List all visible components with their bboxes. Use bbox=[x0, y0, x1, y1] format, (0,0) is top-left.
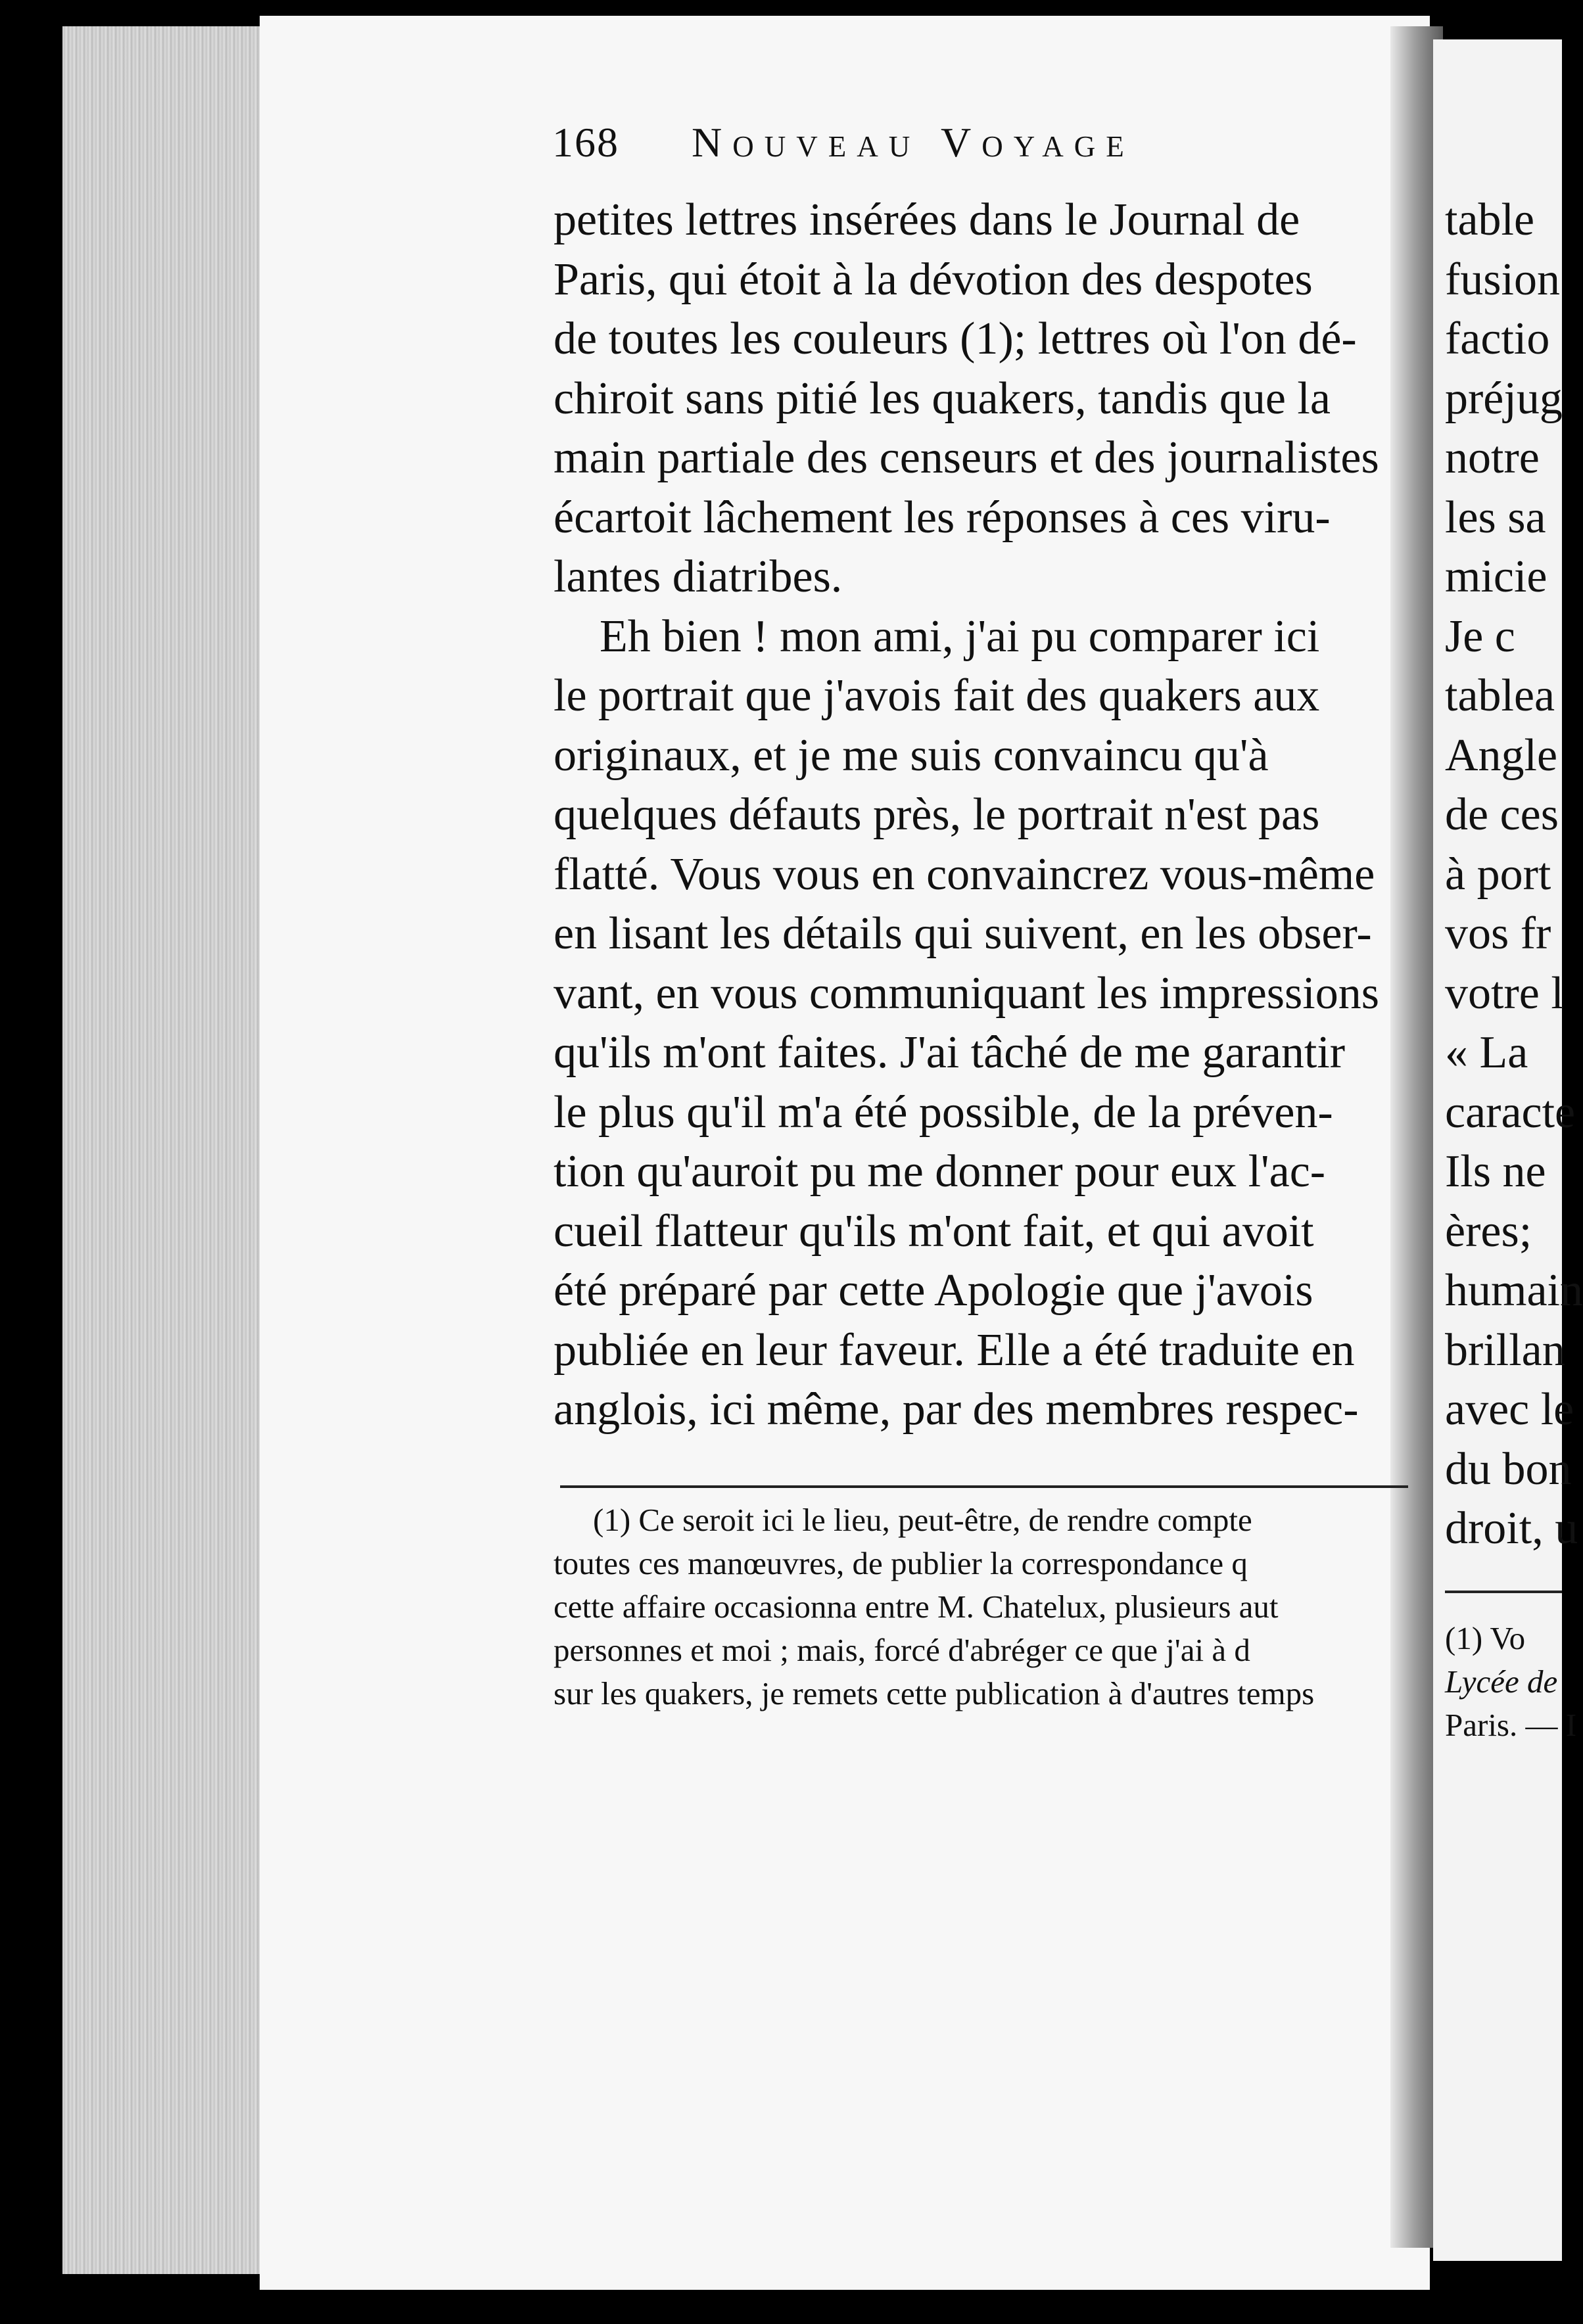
body-line: flatté. Vous vous en convaincrez vous-même bbox=[554, 848, 1375, 900]
right-page-line: droit, u bbox=[1445, 1503, 1578, 1554]
body-line: en lisant les détails qui suivent, en les obser- bbox=[554, 908, 1372, 959]
body-line: de toutes les couleurs (1); lettres où l'on dé- bbox=[554, 314, 1357, 364]
body-text bbox=[554, 191, 1428, 1440]
right-page-line: les sa bbox=[1445, 492, 1546, 543]
right-page-line: brillan bbox=[1445, 1324, 1565, 1376]
body-line: Paris, qui étoit à la dévotion des despotes bbox=[554, 254, 1313, 305]
right-footnote-rule bbox=[1445, 1591, 1562, 1593]
right-page-line: tablea bbox=[1445, 670, 1555, 721]
right-page-line: « La bbox=[1445, 1027, 1528, 1078]
right-footnote-line: Paris. — I bbox=[1445, 1707, 1577, 1743]
body-line: le plus qu'il m'a été possible, de la préven- bbox=[554, 1086, 1333, 1138]
right-page-line: vos fr bbox=[1445, 908, 1551, 959]
body-line: anglois, ici même, par des membres respec- bbox=[554, 1384, 1359, 1435]
right-page-line: table bbox=[1445, 195, 1535, 245]
right-page-line: caracte bbox=[1445, 1086, 1576, 1138]
right-page-line: de ces bbox=[1445, 789, 1559, 840]
footnote-line: (1) Ce seroit ici le lieu, peut-être, de rendre compte bbox=[593, 1502, 1252, 1538]
footnote-rule bbox=[560, 1485, 1408, 1488]
right-page-line: Ils ne bbox=[1445, 1146, 1546, 1197]
page-number: 168 bbox=[552, 119, 619, 166]
right-page-line: factio bbox=[1445, 314, 1550, 364]
body-line: main partiale des censeurs et des journalistes bbox=[554, 432, 1379, 483]
body-line: cueil flatteur qu'ils m'ont fait, et qui avoit bbox=[554, 1205, 1314, 1257]
right-page-line: micie bbox=[1445, 551, 1548, 602]
body-line: Eh bien ! mon ami, j'ai pu comparer ici bbox=[600, 611, 1320, 662]
right-page-line: préjug bbox=[1445, 373, 1563, 424]
right-page-line: du bon bbox=[1445, 1443, 1572, 1495]
footnote bbox=[554, 1499, 1408, 1715]
right-page-line: ères; bbox=[1445, 1205, 1532, 1257]
footnote-line: cette affaire occasionna entre M. Chatelux, plusieurs aut bbox=[554, 1589, 1279, 1625]
body-line: petites lettres insérées dans le Journal de bbox=[554, 195, 1300, 245]
right-footnote bbox=[1445, 1617, 1577, 1747]
right-page-line: votre l bbox=[1445, 967, 1564, 1019]
footnote-line: toutes ces manœuvres, de publier la correspondance q bbox=[554, 1545, 1248, 1581]
body-line: vant, en vous communiquant les impressions bbox=[554, 967, 1379, 1019]
right-page-line: humain bbox=[1445, 1265, 1583, 1316]
right-page-line: Angle bbox=[1445, 730, 1558, 781]
body-line: lantes diatribes. bbox=[554, 551, 843, 602]
right-footnote-line: Lycée de bbox=[1445, 1663, 1558, 1700]
body-line: écartoit lâchement les réponses à ces viru- bbox=[554, 492, 1331, 543]
running-head bbox=[552, 118, 1135, 167]
footnote-line: sur les quakers, je remets cette publication à d'autres temps bbox=[554, 1675, 1315, 1711]
body-line: le portrait que j'avois fait des quakers aux bbox=[554, 670, 1320, 721]
right-page-line: fusion bbox=[1445, 254, 1560, 305]
body-line: tion qu'auroit pu me donner pour eux l'ac- bbox=[554, 1146, 1326, 1197]
body-line: qu'ils m'ont faites. J'ai tâché de me garantir bbox=[554, 1027, 1346, 1078]
body-line: chiroit sans pitié les quakers, tandis que la bbox=[554, 373, 1331, 424]
body-line: quelques défauts près, le portrait n'est pas bbox=[554, 789, 1320, 840]
book-page-edges bbox=[62, 26, 266, 2274]
right-page-line: à port bbox=[1445, 848, 1551, 900]
body-line: publiée en leur faveur. Elle a été traduite en bbox=[554, 1324, 1355, 1376]
right-page-line: avec le bbox=[1445, 1384, 1574, 1435]
right-page-text bbox=[1445, 191, 1583, 1559]
right-page-line: Je c bbox=[1445, 611, 1515, 662]
body-line: originaux, et je me suis convaincu qu'à bbox=[554, 730, 1269, 781]
body-line: été préparé par cette Apologie que j'avois bbox=[554, 1265, 1313, 1316]
running-title: Nouveau Voyage bbox=[692, 119, 1135, 166]
right-page-line: notre bbox=[1445, 432, 1540, 483]
right-footnote-line: (1) Vo bbox=[1445, 1620, 1526, 1656]
footnote-line: personnes et moi ; mais, forcé d'abréger ce que j'ai à d bbox=[554, 1632, 1250, 1668]
